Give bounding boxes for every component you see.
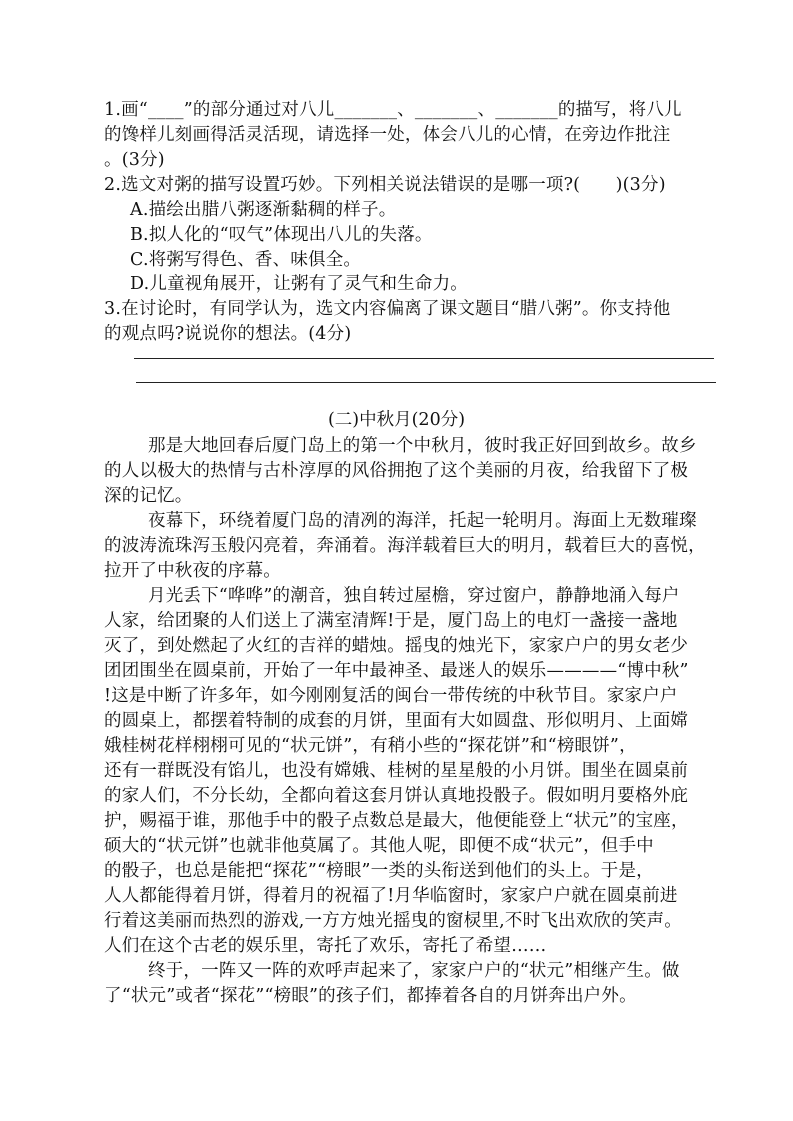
- article-line: 的圆桌上，都摆着特制的成套的月饼，里面有大如圆盘、形似明月、上面嫦: [104, 711, 689, 731]
- question-2-option-b: B.拟人化的“叹气”体现出八儿的失落。: [130, 225, 433, 245]
- article-line: 人们在这个古老的娱乐里，寄托了欢乐，寄托了希望……: [104, 936, 547, 956]
- article-line: 娥桂树花样栩栩可见的“状元饼”，有稍小些的“探花饼”和“榜眼饼”，: [104, 736, 637, 756]
- article-line: 的人以极大的热情与古朴淳厚的风俗拥抱了这个美丽的月夜，给我留下了极: [104, 461, 689, 481]
- question-3-line-1: 3.在讨论时，有同学认为，选文内容偏离了课文题目“腊八粥”。你支持他: [104, 299, 671, 319]
- article-line: !这是中断了许多年，如今刚刚复活的闽台一带传统的中秋节目。家家户户: [104, 686, 678, 706]
- article-line: 深的记忆。: [104, 486, 193, 506]
- article-line: 人人都能得着月饼，得着月的祝福了!月华临窗时，家家户户就在圆桌前进: [104, 886, 678, 906]
- article-line: 行着这美丽而热烈的游戏,一方方烛光摇曳的窗棂里,不时飞出欢欣的笑声。: [104, 911, 682, 931]
- article-line: 那是大地回春后厦门岛上的第一个中秋月，彼时我正好回到故乡。故乡: [148, 436, 697, 456]
- question-2-option-d: D.儿童视角展开，让粥有了灵气和生命力。: [130, 274, 468, 294]
- article-line: 还有一群既没有馅儿，也没有嫦娥、桂树的星星般的小月饼。围坐在圆桌前: [104, 761, 689, 781]
- question-2-line-1: 2.选文对粥的描写设置巧妙。下列相关说法错误的是哪一项?( )(3分): [104, 175, 666, 195]
- question-1-line-2: 的馋样儿刻画得活灵活现，请选择一处，体会八儿的心情，在旁边作批注: [104, 125, 671, 145]
- article-line: 的家人们，不分长幼，全都向着这套月饼认真地投骰子。假如明月要格外庇: [104, 786, 689, 806]
- question-1-line-3: 。(3分): [104, 150, 165, 170]
- article-line: 灭了，到处燃起了火红的吉祥的蜡烛。摇曳的烛光下，家家户户的男女老少: [104, 636, 689, 656]
- answer-line-2[interactable]: [136, 382, 716, 383]
- article-line: 硕大的“状元饼”也就非他莫属了。其他人呢，即便不成“状元”，但手中: [104, 836, 654, 856]
- question-3-line-2: 的观点吗?说说你的想法。(4分): [104, 324, 352, 344]
- article-line: 护，赐福于谁，那他手中的骰子点数总是最大，他便能登上“状元”的宝座，: [104, 811, 689, 831]
- article-line: 拉开了中秋夜的序幕。: [104, 561, 281, 581]
- article-line: 的波涛流珠泻玉般闪亮着，奔涌着。海洋载着巨大的明月，载着巨大的喜悦，: [104, 536, 706, 556]
- article-line: 人家，给团聚的人们送上了满室清辉!于是，厦门岛上的电灯一盏接一盏地: [104, 611, 678, 631]
- article-line: 的骰子，也总是能把“探花”“榜眼”一类的头衔送到他们的头上。于是，: [104, 861, 654, 881]
- question-2-option-a: A.描绘出腊八粥逐渐黏稠的样子。: [130, 200, 397, 220]
- article-line: 夜幕下，环绕着厦门岛的清冽的海洋，托起一轮明月。海面上无数璀璨: [148, 511, 697, 531]
- article-line: 团团围坐在圆桌前，开始了一年中最神圣、最迷人的娱乐————“博中秋”: [104, 661, 689, 681]
- section-title: (二)中秋月(20分): [327, 410, 466, 430]
- question-2-option-c: C.将粥写得色、香、味俱全。: [130, 250, 362, 270]
- article-line: 终于，一阵又一阵的欢呼声起来了，家家户户的“状元”相继产生。做: [148, 961, 680, 981]
- question-1-line-1: 1.画“____”的部分通过对八儿_______、_______、_______的描写，将八儿: [104, 100, 682, 120]
- article-line: 月光丢下“哗哗”的潮音，独自转过屋檐，穿过窗户，静静地涌入每户: [148, 586, 680, 606]
- article-line: 了“状元”或者“探花”“榜眼”的孩子们，都捧着各自的月饼奔出户外。: [104, 986, 637, 1006]
- answer-line-1[interactable]: [134, 358, 714, 359]
